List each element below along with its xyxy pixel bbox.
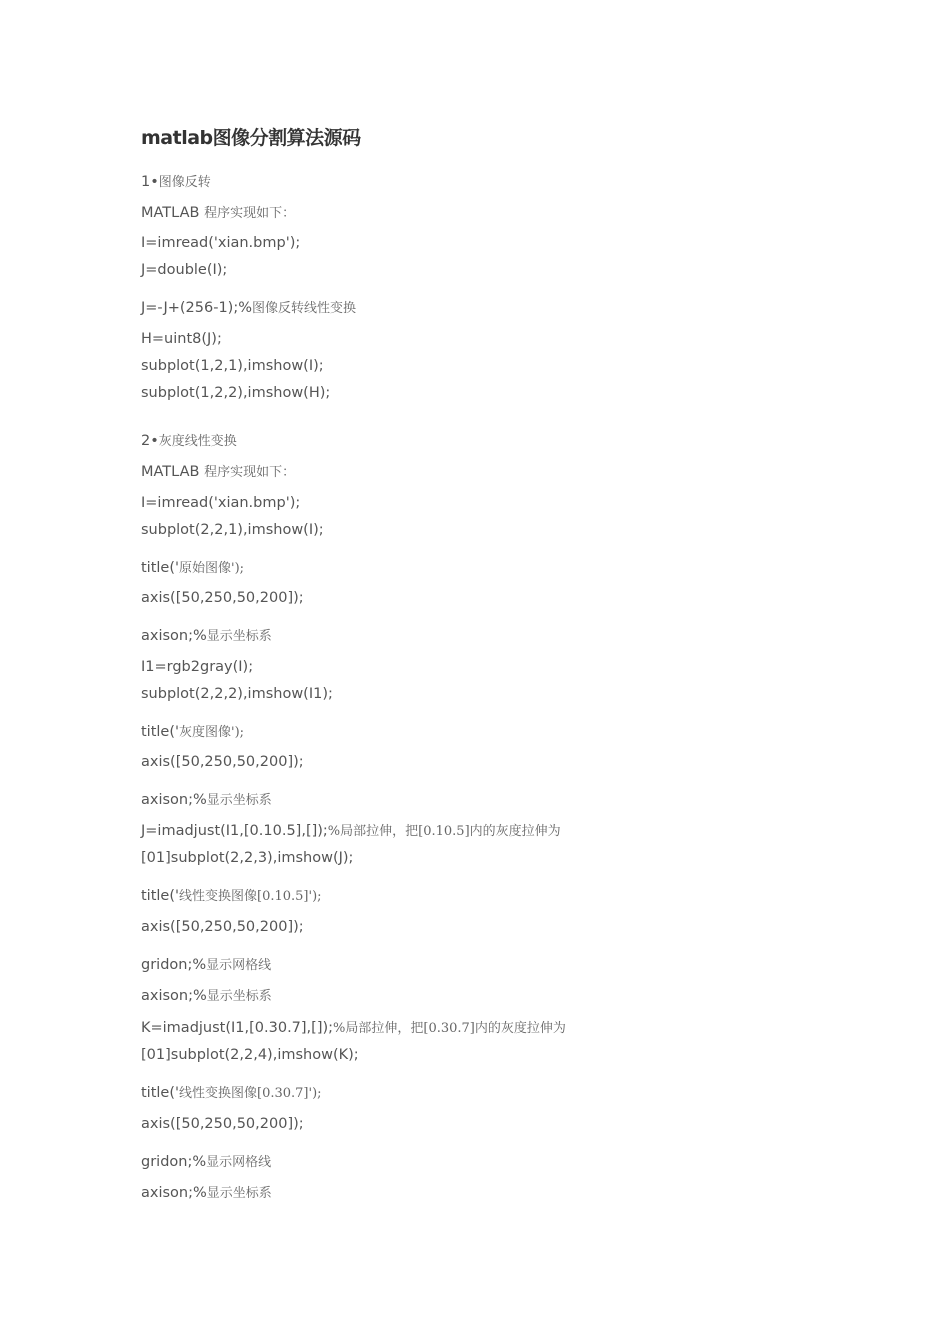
code-text: [01]subplot(2,2,4),imshow(K); xyxy=(141,1047,359,1063)
code-text: axis([50,250,50,200]); xyxy=(141,919,304,935)
chinese-text: 显示坐标系 xyxy=(206,989,272,1004)
document-title: matlab图像分割算法源码 xyxy=(141,127,361,149)
code-line xyxy=(141,588,304,609)
code-line xyxy=(141,722,244,743)
code-text: gridon;% xyxy=(141,957,207,973)
code-text: 1• xyxy=(141,174,159,190)
code-text: axison;% xyxy=(141,1185,207,1201)
code-text: K=imadjust(I1,[0.30.7],[]); xyxy=(141,1020,334,1036)
code-text: title(' xyxy=(141,560,179,576)
chinese-text: 程序实现如下： xyxy=(204,206,296,221)
code-text: subplot(1,2,2),imshow(H); xyxy=(141,385,331,401)
chinese-text: 原始图像'); xyxy=(179,561,245,576)
code-line xyxy=(141,1045,359,1066)
chinese-text: 灰度图像'); xyxy=(179,725,245,740)
chinese-text: 灰度线性变换 xyxy=(158,434,237,449)
code-line xyxy=(141,790,272,811)
code-text: I=imread('xian.bmp'); xyxy=(141,495,301,511)
chinese-text: 显示坐标系 xyxy=(206,1186,272,1201)
code-text: subplot(2,2,1),imshow(I); xyxy=(141,522,324,538)
code-line xyxy=(141,684,333,705)
chinese-text: 线性变换图像[0.30.7]'); xyxy=(179,1086,322,1101)
chinese-text: %局部拉伸，把[0.10.5]内的灰度拉伸为 xyxy=(327,824,561,839)
code-line xyxy=(141,1152,271,1173)
code-text: subplot(2,2,2),imshow(I1); xyxy=(141,686,333,702)
code-text: 2• xyxy=(141,433,159,449)
text-line xyxy=(141,462,295,483)
code-text: I1=rgb2gray(I); xyxy=(141,659,254,675)
code-text: MATLAB xyxy=(141,464,205,480)
code-text: axison;% xyxy=(141,628,207,644)
code-text: axison;% xyxy=(141,988,207,1004)
chinese-text: 显示网格线 xyxy=(206,1155,272,1170)
code-text: subplot(1,2,1),imshow(I); xyxy=(141,358,324,374)
code-text: H=uint8(J); xyxy=(141,331,222,347)
chinese-text: 图像反转 xyxy=(158,175,211,190)
code-text: J=-J+(256-1);% xyxy=(141,300,253,316)
code-text: axison;% xyxy=(141,792,207,808)
code-line xyxy=(141,1083,322,1104)
code-line xyxy=(141,520,324,541)
code-line xyxy=(141,356,324,377)
code-line xyxy=(141,886,322,907)
chinese-text: 显示坐标系 xyxy=(206,629,272,644)
code-text: J=double(I); xyxy=(141,262,228,278)
code-line xyxy=(141,1018,566,1039)
code-text: [01]subplot(2,2,3),imshow(J); xyxy=(141,850,354,866)
code-line xyxy=(141,626,272,647)
chinese-text: 图像反转线性变换 xyxy=(252,301,357,316)
code-line xyxy=(141,657,253,678)
code-text: gridon;% xyxy=(141,1154,207,1170)
code-line xyxy=(141,986,272,1007)
text-line xyxy=(141,431,237,452)
code-line xyxy=(141,1114,304,1135)
code-line xyxy=(141,558,244,579)
text-line xyxy=(141,172,211,193)
code-line xyxy=(141,260,227,281)
code-text: axis([50,250,50,200]); xyxy=(141,1116,304,1132)
code-line xyxy=(141,848,353,869)
code-line xyxy=(141,383,330,404)
code-text: axis([50,250,50,200]); xyxy=(141,754,304,770)
code-line xyxy=(141,752,304,773)
code-text: title(' xyxy=(141,1085,179,1101)
text-line xyxy=(141,203,295,224)
code-line xyxy=(141,1183,272,1204)
chinese-text: 线性变换图像[0.10.5]'); xyxy=(179,889,322,904)
code-line xyxy=(141,821,561,842)
code-line xyxy=(141,917,304,938)
chinese-text: 显示坐标系 xyxy=(206,793,272,808)
code-text: MATLAB xyxy=(141,205,205,221)
code-line xyxy=(141,298,356,319)
chinese-text: 程序实现如下： xyxy=(204,465,296,480)
code-text: J=imadjust(I1,[0.10.5],[]); xyxy=(141,823,328,839)
code-text: I=imread('xian.bmp'); xyxy=(141,235,301,251)
code-text: axis([50,250,50,200]); xyxy=(141,590,304,606)
code-line xyxy=(141,233,300,254)
code-line xyxy=(141,493,300,514)
code-line xyxy=(141,955,271,976)
chinese-text: %局部拉伸，把[0.30.7]内的灰度拉伸为 xyxy=(333,1021,566,1036)
code-text: title(' xyxy=(141,724,179,740)
code-line xyxy=(141,329,222,350)
chinese-text: 显示网格线 xyxy=(206,958,272,973)
code-text: title(' xyxy=(141,888,179,904)
